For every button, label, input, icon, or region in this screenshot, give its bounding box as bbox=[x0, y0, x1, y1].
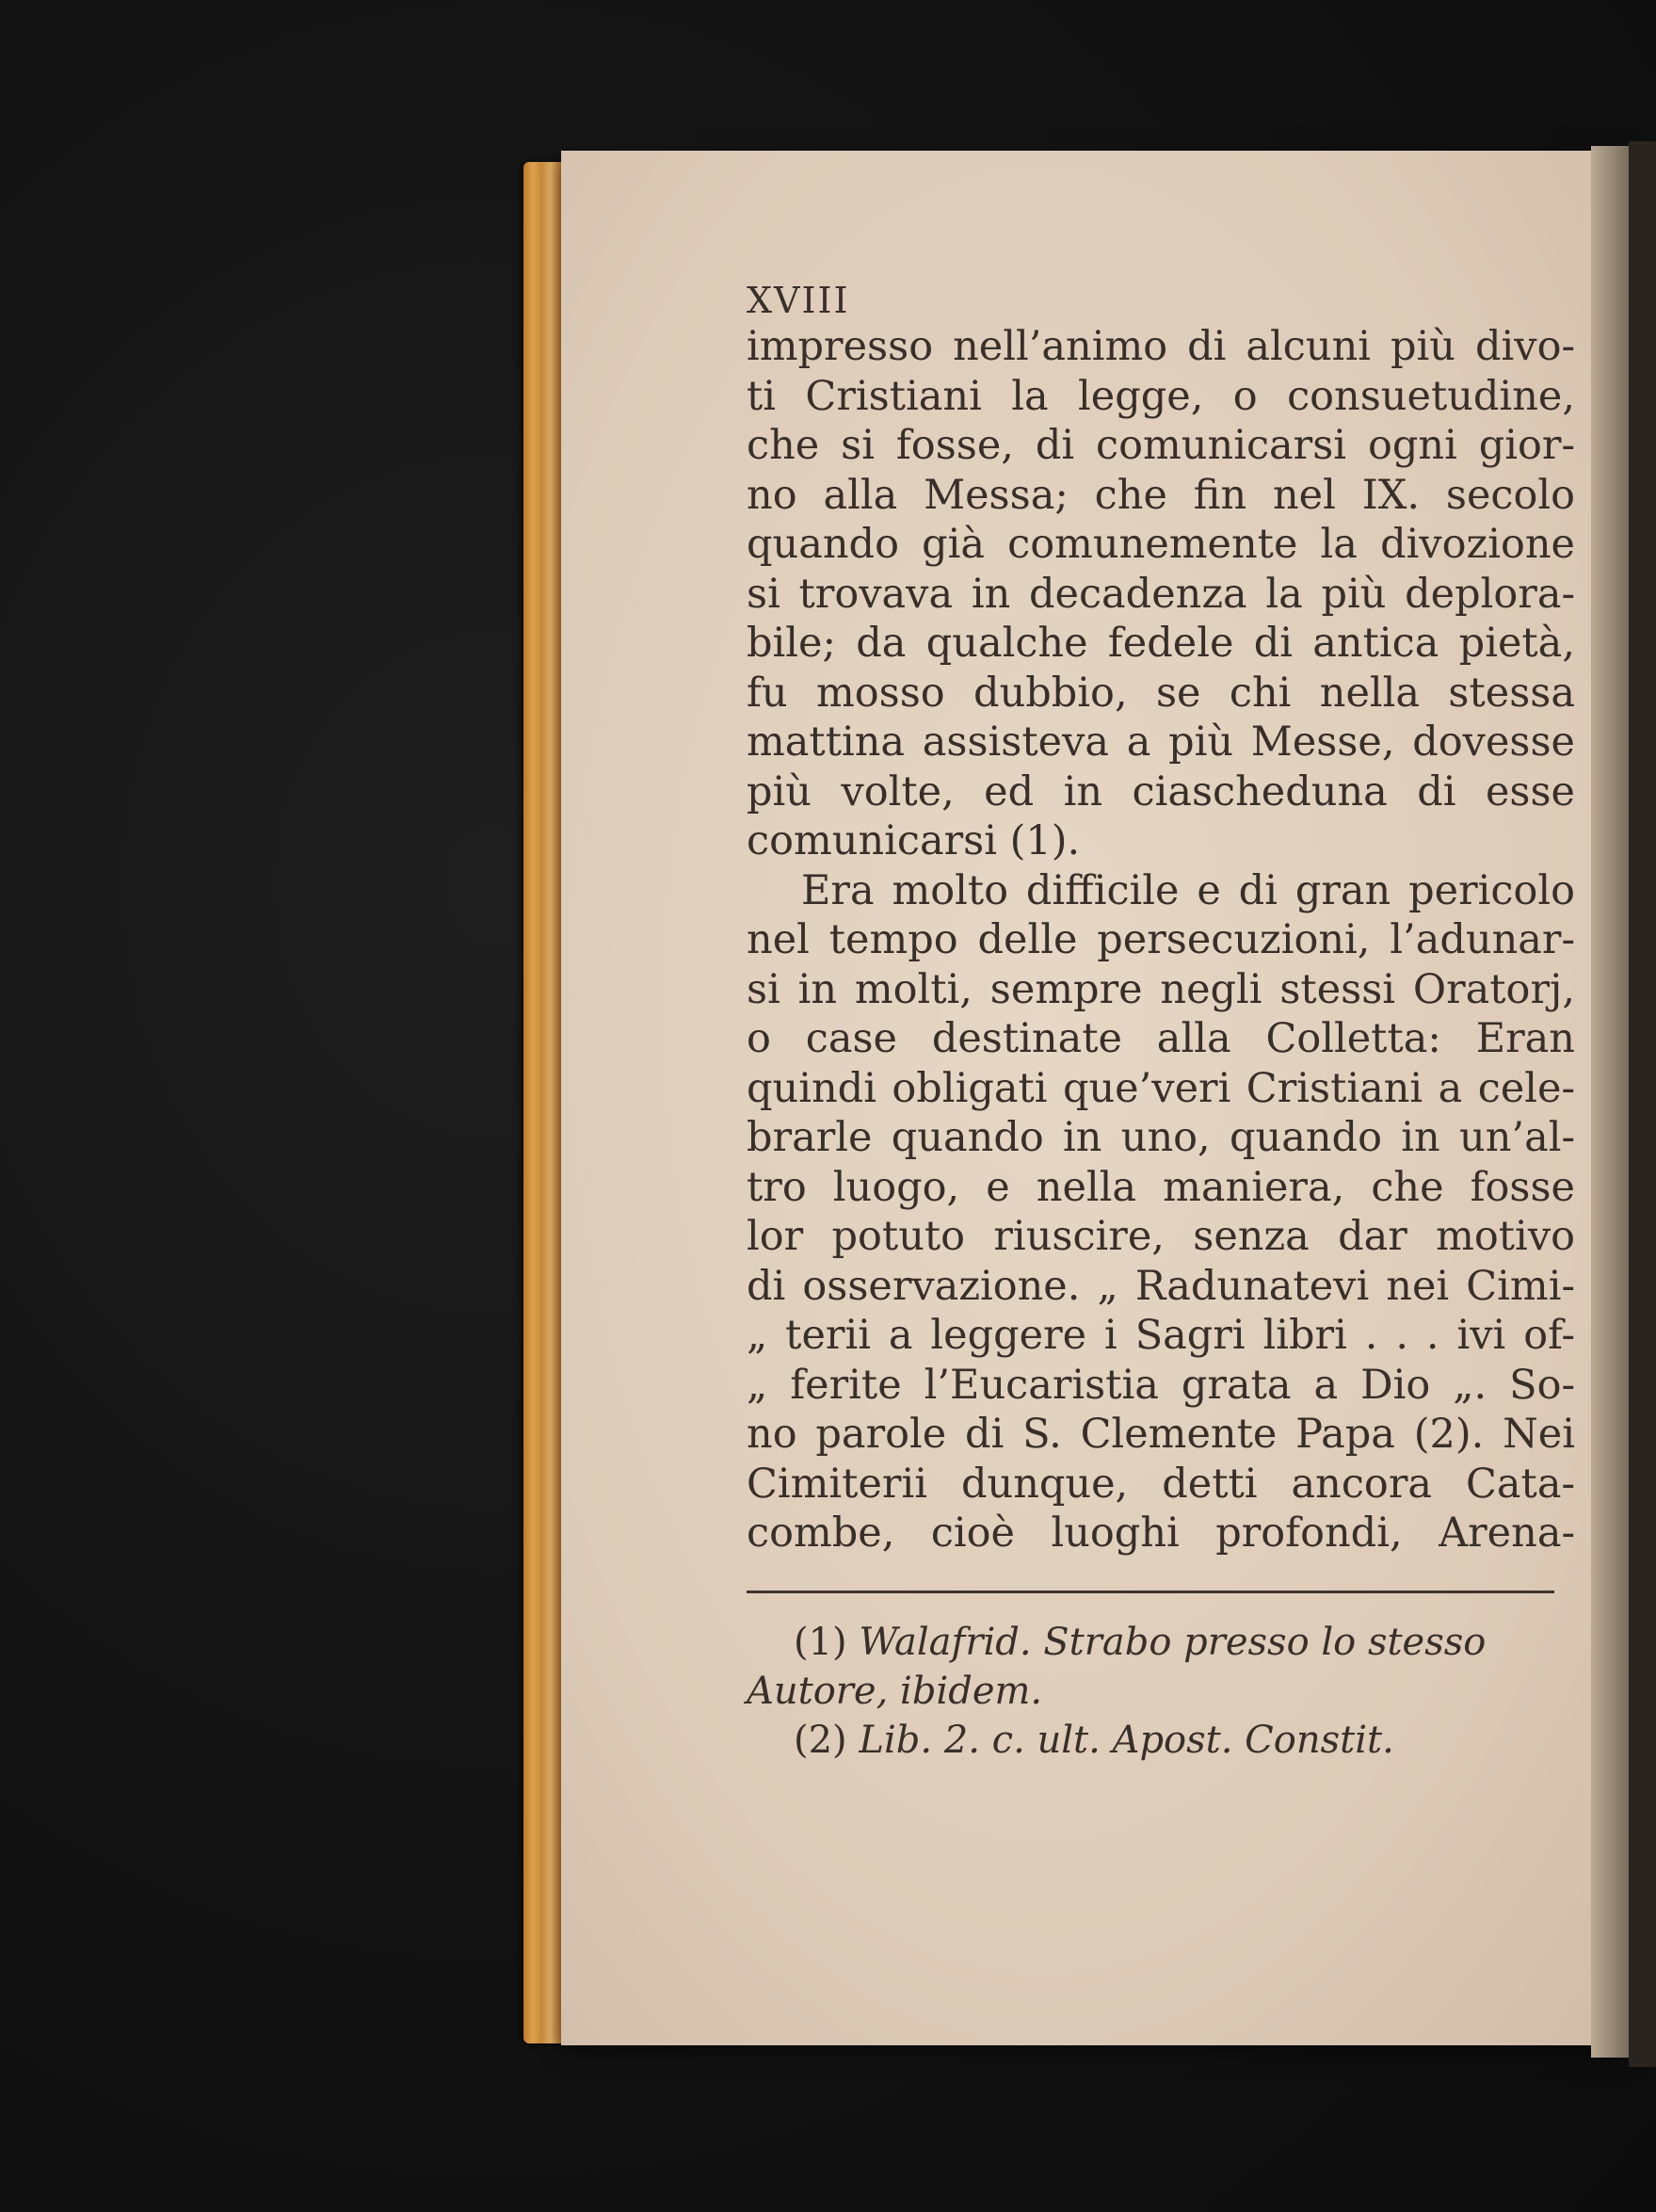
footnote-1 bbox=[747, 1618, 1575, 1667]
text-line: bile; da qualche fedele di antica pietà, bbox=[747, 620, 1575, 667]
text-line: brarle quando in uno, quando in un’al- bbox=[747, 1114, 1575, 1161]
text-line: impresso nell’animo di alcuni più divo- bbox=[747, 323, 1575, 370]
book-binding-shadow bbox=[1629, 141, 1656, 2067]
footnote-2 bbox=[747, 1716, 1575, 1765]
text-line: quando già comunemente la divozione bbox=[747, 521, 1575, 568]
text-line: nel tempo delle persecuzioni, l’adunar- bbox=[747, 916, 1575, 963]
page-number: XVIII bbox=[747, 280, 850, 321]
text-line: „ ferite l’Eucaristia grata a Dio „. So- bbox=[747, 1361, 1575, 1409]
footnote-mark: (2) bbox=[794, 1718, 847, 1762]
text-line: combe, cioè luoghi profondi, Arena- bbox=[747, 1510, 1575, 1557]
text-line: di osservazione. „ Radunatevi nei Cimi- bbox=[747, 1262, 1575, 1310]
text-line: Cimiterii dunque, detti ancora Cata- bbox=[747, 1460, 1575, 1508]
text-line: si in molti, sempre negli stessi Oratorj, bbox=[747, 965, 1575, 1013]
footnotes bbox=[747, 1618, 1575, 1765]
footnote-rule bbox=[747, 1590, 1554, 1593]
text-line: ti Cristiani la legge, o consuetudine, bbox=[747, 372, 1575, 420]
text-line: tro luogo, e nella maniera, che fosse bbox=[747, 1163, 1575, 1211]
text-line: mattina assisteva a più Messe, dovesse bbox=[747, 718, 1575, 766]
text-line: lor potuto riuscire, senza dar motivo bbox=[747, 1213, 1575, 1260]
footnote-text: Autore, ibidem. bbox=[747, 1669, 1043, 1713]
text-line: Era molto difficile e di gran pericolo bbox=[801, 866, 1575, 914]
text-line: quindi obligati que’veri Cristiani a cele- bbox=[747, 1064, 1575, 1112]
text-line: no alla Messa; che fin nel IX. secolo bbox=[747, 471, 1575, 519]
body-text bbox=[747, 322, 1575, 1558]
text-line: che si fosse, di comunicarsi ogni gior- bbox=[747, 422, 1575, 469]
text-line: no parole di S. Clemente Papa (2). Nei bbox=[747, 1411, 1575, 1458]
text-line: fu mosso dubbio, se chi nella stessa bbox=[747, 669, 1575, 717]
text-line: o case destinate alla Colletta: Eran bbox=[747, 1015, 1575, 1062]
text-line: si trovava in decadenza la più deplora- bbox=[747, 570, 1575, 618]
text-line: „ terii a leggere i Sagri libri . . . ivi of- bbox=[747, 1312, 1575, 1359]
footnote-text: Walafrid. Strabo presso lo stesso bbox=[859, 1620, 1487, 1664]
text-line: comunicarsi (1). bbox=[747, 817, 1081, 864]
footnote-text: Lib. 2. c. ult. Apost. Constit. bbox=[859, 1718, 1394, 1762]
footnote-1-continued bbox=[747, 1667, 1575, 1716]
text-line: più volte, ed in ciascheduna di esse bbox=[747, 767, 1575, 815]
footnote-mark: (1) bbox=[794, 1620, 847, 1664]
page-text-block bbox=[747, 281, 1575, 1765]
